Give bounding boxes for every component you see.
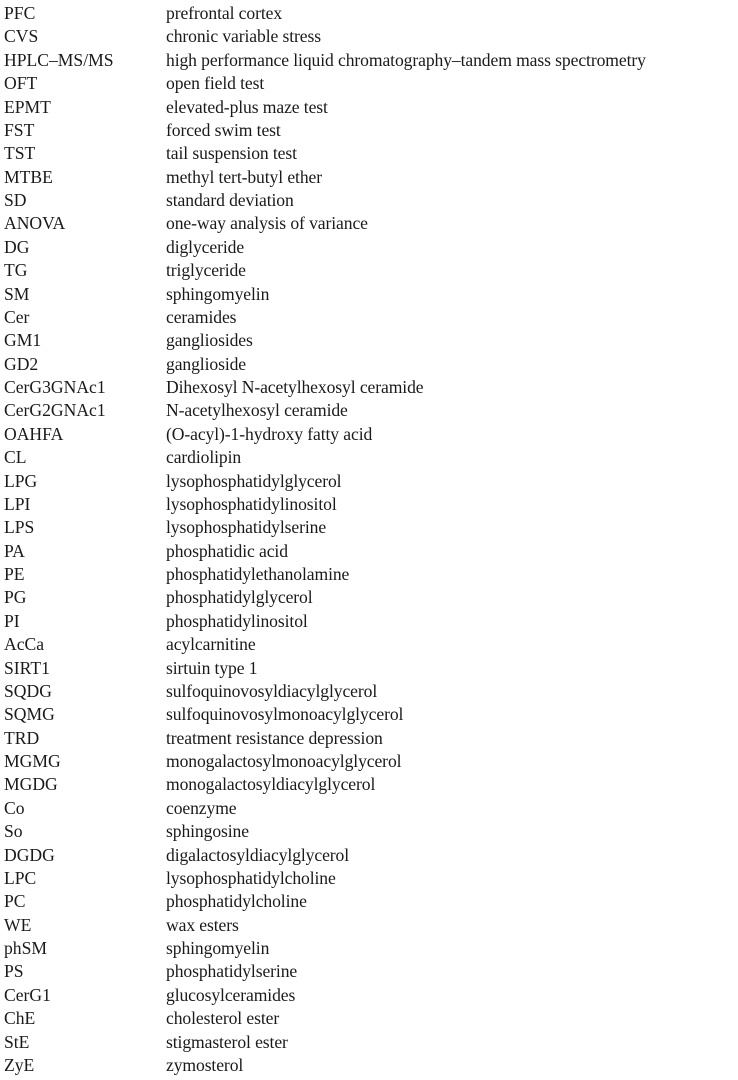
abbreviation-definition: phosphatidylserine <box>166 961 298 982</box>
abbreviation-row <box>0 189 738 212</box>
abbreviation-definition: zymosterol <box>166 1054 244 1075</box>
abbreviation-row <box>0 937 738 960</box>
abbreviation-term: ANOVA <box>4 213 66 234</box>
abbreviation-row <box>0 353 738 376</box>
abbreviation-term: CL <box>4 447 27 468</box>
abbreviation-definition: sphingomyelin <box>166 283 270 304</box>
abbreviation-definition: cardiolipin <box>166 447 242 468</box>
abbreviation-row <box>0 610 738 633</box>
abbreviation-term: FST <box>4 119 35 140</box>
abbreviation-term: PE <box>4 564 25 584</box>
abbreviation-row <box>0 72 738 95</box>
abbreviation-term: SQDG <box>4 680 52 701</box>
abbreviation-definition: N-acetylhexosyl ceramide <box>166 400 348 421</box>
abbreviation-term: TRD <box>4 727 40 748</box>
abbreviation-row <box>0 844 738 867</box>
abbreviation-row <box>0 306 738 329</box>
abbreviation-row <box>0 516 738 539</box>
abbreviation-term: TST <box>4 143 36 164</box>
abbreviation-term: ZyE <box>4 1054 35 1075</box>
abbreviation-term: StE <box>4 1031 30 1052</box>
abbreviation-term: LPS <box>4 517 35 538</box>
abbreviation-term: PG <box>4 587 27 608</box>
abbreviation-row <box>0 259 738 282</box>
abbreviation-row <box>0 166 738 189</box>
abbreviation-definition: sulfoquinovosylmonoacylglycerol <box>166 704 404 725</box>
abbreviation-term: MGDG <box>4 774 58 795</box>
abbreviation-definition: methyl tert-butyl ether <box>166 166 322 187</box>
abbreviation-term: Co <box>4 797 25 818</box>
abbreviation-term: LPI <box>4 493 31 514</box>
abbreviation-definition: lysophosphatidylcholine <box>166 867 336 888</box>
abbreviation-term: LPG <box>4 470 38 491</box>
abbreviation-row <box>0 212 738 235</box>
abbreviation-definition: (O-acyl)-1-hydroxy fatty acid <box>166 423 373 444</box>
abbreviation-row <box>0 750 738 773</box>
abbreviation-row <box>0 142 738 165</box>
abbreviation-definition: phosphatidylinositol <box>166 610 308 631</box>
abbreviation-definition: triglyceride <box>166 260 246 281</box>
abbreviation-row <box>0 797 738 820</box>
abbreviation-term: SD <box>4 190 27 210</box>
abbreviation-term: GM1 <box>4 330 42 351</box>
abbreviation-definition: digalactosyldiacylglycerol <box>166 844 350 865</box>
abbreviation-row <box>0 633 738 656</box>
abbreviation-term: WE <box>4 914 32 935</box>
abbreviation-definition: sphingosine <box>166 821 249 842</box>
abbreviation-definition: tail suspension test <box>166 143 297 164</box>
abbreviation-definition: one-way analysis of variance <box>166 213 368 234</box>
abbreviation-definition: high performance liquid chromatography–tandem mass spectrometry <box>166 49 646 70</box>
abbreviation-row <box>0 399 738 422</box>
abbreviation-definition: phosphatidylglycerol <box>166 587 313 608</box>
abbreviation-row <box>0 493 738 516</box>
abbreviation-row <box>0 49 738 72</box>
abbreviation-row <box>0 1031 738 1054</box>
abbreviation-term: DGDG <box>4 844 55 865</box>
abbreviation-term: ChE <box>4 1008 36 1029</box>
abbreviation-row <box>0 283 738 306</box>
abbreviation-definition: cholesterol ester <box>166 1008 280 1029</box>
abbreviation-row <box>0 703 738 726</box>
abbreviation-definition: chronic variable stress <box>166 26 322 47</box>
abbreviation-definition: acylcarnitine <box>166 634 256 655</box>
abbreviation-row <box>0 470 738 493</box>
abbreviation-row <box>0 236 738 259</box>
abbreviation-definition: sirtuin type 1 <box>166 657 258 678</box>
abbreviation-definition: lysophosphatidylinositol <box>166 493 337 514</box>
abbreviation-term: GD2 <box>4 353 39 374</box>
abbreviation-definition: sulfoquinovosyldiacylglycerol <box>166 680 378 701</box>
abbreviation-term: OFT <box>4 73 38 94</box>
abbreviation-term: Cer <box>4 306 30 327</box>
abbreviation-term: PS <box>4 961 24 982</box>
abbreviation-definition: prefrontal cortex <box>166 3 283 23</box>
abbreviation-term: OAHFA <box>4 423 64 444</box>
abbreviation-definition: open field test <box>166 73 265 94</box>
abbreviation-definition: monogalactosylmonoacylglycerol <box>166 751 402 771</box>
abbreviation-definition: elevated-plus maze test <box>166 96 328 117</box>
abbreviation-definition: ganglioside <box>166 353 247 374</box>
abbreviation-term: PC <box>4 891 26 912</box>
abbreviation-row <box>0 119 738 142</box>
abbreviation-term: SQMG <box>4 704 55 725</box>
abbreviation-row <box>0 727 738 750</box>
abbreviation-definition: ceramides <box>166 306 237 327</box>
abbreviation-definition: gangliosides <box>166 330 253 351</box>
abbreviation-row <box>0 586 738 609</box>
abbreviation-term: SM <box>4 283 30 304</box>
abbreviation-definition: forced swim test <box>166 119 281 140</box>
abbreviation-row <box>0 657 738 680</box>
abbreviation-term: CerG3GNAc1 <box>4 377 106 397</box>
abbreviation-row <box>0 446 738 469</box>
abbreviation-row <box>0 96 738 119</box>
abbreviation-definition: phosphatidic acid <box>166 540 288 561</box>
abbreviation-term: LPC <box>4 867 37 888</box>
abbreviation-row <box>0 960 738 983</box>
abbreviation-row <box>0 890 738 913</box>
abbreviation-term: HPLC–MS/MS <box>4 49 114 70</box>
abbreviation-definition: treatment resistance depression <box>166 727 383 748</box>
abbreviation-definition: glucosylceramides <box>166 984 296 1005</box>
abbreviation-definition: lysophosphatidylglycerol <box>166 470 342 491</box>
abbreviation-row <box>0 1007 738 1030</box>
abbreviation-definition: phosphatidylethanolamine <box>166 564 350 584</box>
abbreviation-term: MGMG <box>4 751 61 771</box>
abbreviation-term: AcCa <box>4 634 45 655</box>
abbreviation-term: MTBE <box>4 166 53 187</box>
abbreviation-definition: wax esters <box>166 914 239 935</box>
abbreviation-row <box>0 820 738 843</box>
abbreviation-term: PI <box>4 610 20 631</box>
abbreviation-term: PA <box>4 540 25 561</box>
abbreviation-row <box>0 914 738 937</box>
abbreviation-term: CerG2GNAc1 <box>4 400 106 421</box>
abbreviation-row <box>0 680 738 703</box>
abbreviation-row <box>0 376 738 399</box>
abbreviation-row <box>0 563 738 586</box>
abbreviation-definition: Dihexosyl N-acetylhexosyl ceramide <box>166 377 424 397</box>
abbreviation-row <box>0 773 738 796</box>
abbreviation-term: TG <box>4 260 28 281</box>
abbreviation-definition: phosphatidylcholine <box>166 891 307 912</box>
abbreviation-definition: monogalactosyldiacylglycerol <box>166 774 376 795</box>
abbreviation-row <box>0 423 738 446</box>
abbreviation-row <box>0 984 738 1007</box>
abbreviation-list <box>0 2 738 1077</box>
abbreviation-term: CerG1 <box>4 984 51 1005</box>
abbreviation-row <box>0 540 738 563</box>
abbreviation-definition: sphingomyelin <box>166 938 270 958</box>
abbreviation-row <box>0 867 738 890</box>
abbreviation-definition: standard deviation <box>166 190 294 210</box>
abbreviation-term: SIRT1 <box>4 657 50 678</box>
abbreviation-term: EPMT <box>4 96 51 117</box>
abbreviation-definition: stigmasterol ester <box>166 1031 288 1052</box>
abbreviation-term: DG <box>4 236 30 257</box>
abbreviation-term: PFC <box>4 3 36 23</box>
abbreviation-row <box>0 25 738 48</box>
abbreviation-definition: diglyceride <box>166 236 245 257</box>
abbreviation-row <box>0 2 738 25</box>
abbreviation-row <box>0 1054 738 1077</box>
abbreviation-definition: lysophosphatidylserine <box>166 517 327 538</box>
abbreviation-term: phSM <box>4 938 48 958</box>
abbreviation-term: CVS <box>4 26 39 47</box>
abbreviation-definition: coenzyme <box>166 797 237 818</box>
abbreviation-row <box>0 329 738 352</box>
abbreviation-term: So <box>4 821 23 842</box>
